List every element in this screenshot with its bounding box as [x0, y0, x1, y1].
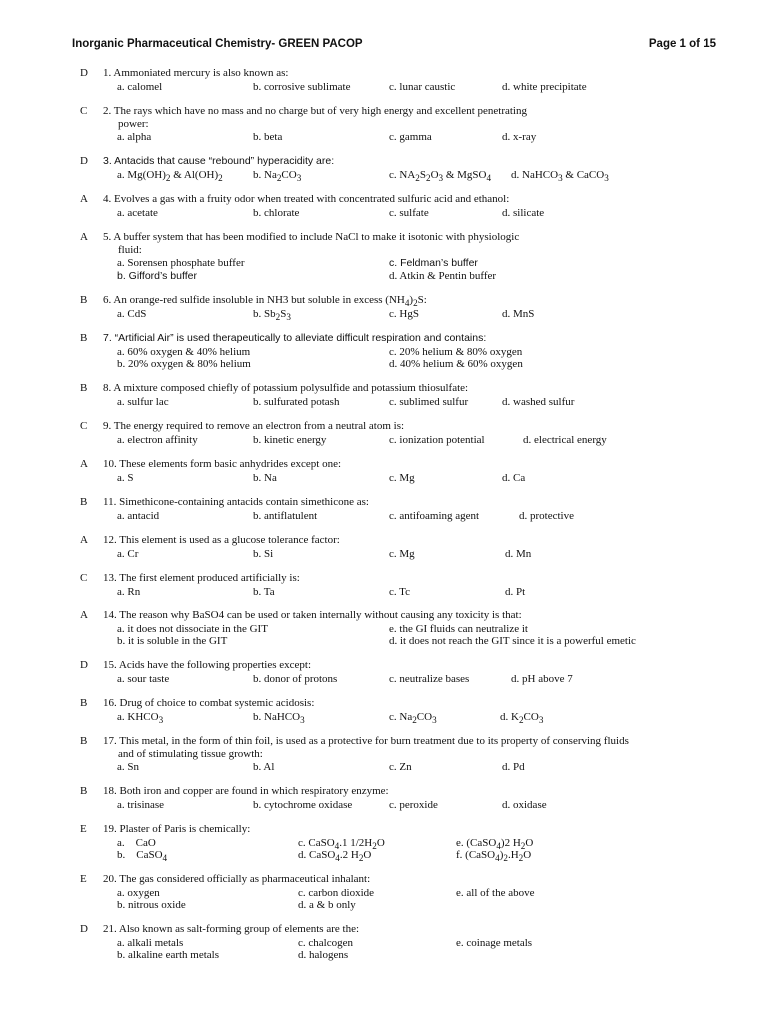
- answer-option: d. electrical energy: [523, 433, 607, 446]
- page-number: Page 1 of 15: [648, 38, 716, 50]
- answer-option: c. carbon dioxide: [298, 886, 375, 899]
- answer-option: b. it is soluble in the GIT: [117, 635, 228, 647]
- answer-option: a. CdS: [117, 307, 147, 320]
- answer-option: b. beta: [253, 131, 283, 143]
- answer-key: B: [80, 294, 88, 306]
- answer-option: b. $Sb_2S_3$: [253, 307, 291, 322]
- question-stem: 10. These elements form basic anhydrides except one:: [103, 458, 342, 470]
- question-stem: 1. Ammoniated mercury is also known as:: [103, 67, 289, 79]
- answer-key: E: [80, 823, 87, 835]
- answer-option: c. Feldman’s buffer: [389, 257, 478, 269]
- question-stem: 21. Also known as salt-forming group of elements are the:: [103, 923, 360, 935]
- answer-option: b. nitrous oxide: [117, 899, 186, 911]
- answer-option: a. alkali metals: [117, 936, 184, 949]
- question-stem: 18. Both iron and copper are found in which respiratory enzyme:: [103, 785, 389, 797]
- answer-option: b. Ta: [253, 585, 275, 598]
- answer-option: d. Ca: [502, 471, 526, 484]
- answer-option: a. electron affinity: [117, 433, 198, 446]
- answer-option: b. kinetic energy: [253, 433, 327, 446]
- question-stem: 6. An orange-red sulfide insoluble in NH3 but soluble in excess $(NH_4)_2S$:: [103, 294, 427, 309]
- answer-option: e. all of the above: [456, 886, 535, 899]
- answer-option: a. 60% oxygen & 40% helium: [117, 345, 251, 358]
- answer-option: c. Tc: [389, 585, 411, 598]
- answer-option: b. sulfurated potash: [253, 395, 340, 408]
- answer-option: a. S: [117, 471, 134, 484]
- answer-key: B: [80, 735, 88, 747]
- question-stem: 5. A buffer system that has been modified to include NaCl to make it isotonic with physiologic fluid:: [103, 231, 520, 256]
- answer-key: A: [80, 231, 88, 243]
- answer-key: B: [80, 332, 88, 344]
- answer-option: e. coinage metals: [456, 936, 533, 949]
- answer-key: D: [80, 67, 88, 79]
- answer-option: b. NaHCO$_3$: [253, 710, 305, 725]
- answer-option: c. sulfate: [389, 206, 429, 219]
- answer-option: a. trisinase: [117, 798, 165, 811]
- answer-option: c. antifoaming agent: [389, 509, 480, 522]
- answer-option: d. protective: [519, 509, 574, 522]
- answer-option: b. Na: [253, 471, 277, 484]
- answer-option: d. Pt: [505, 585, 526, 598]
- question-stem: 12. This element is used as a glucose tolerance factor:: [103, 534, 340, 546]
- answer-option: f. $(CaSO_4)_2.H_2O$: [456, 849, 532, 864]
- answer-option: b. alkaline earth metals: [117, 949, 220, 961]
- question-stem: 13. The first element produced artificially is:: [103, 572, 300, 584]
- answer-option: b. antiflatulent: [253, 509, 318, 522]
- answer-key: E: [80, 873, 87, 885]
- answer-option: c. $Na_2CO_3$: [389, 710, 437, 725]
- question-stem: 17. This metal, in the form of thin foil, is used as a protective for burn treatment due to its property of conserving fluids and of stimulating tissue growth:: [103, 735, 629, 760]
- answer-key: B: [80, 496, 88, 508]
- answer-option: b. Gifford’s buffer: [117, 269, 197, 282]
- answer-option: c. sublimed sulfur: [389, 395, 469, 408]
- question-stem: 15. Acids have the following properties except:: [103, 659, 312, 671]
- answer-option: c. chalcogen: [298, 936, 353, 949]
- question-stem: 20. The gas considered officially as pharmaceutical inhalant:: [103, 873, 371, 885]
- answer-option: d. CaSO$_4$.2 $H_2O$: [298, 849, 372, 864]
- answer-option: c. 20% helium & 80% oxygen: [389, 345, 523, 358]
- answer-option: a. sulfur lac: [117, 395, 169, 408]
- answer-option: b. Si: [253, 547, 274, 560]
- answer-key: A: [80, 534, 88, 546]
- answer-option: a. alpha: [117, 131, 152, 143]
- answer-option: d. $K_2CO_3$: [500, 710, 544, 725]
- answer-option: b. chlorate: [253, 206, 300, 219]
- answer-key: D: [80, 155, 88, 167]
- answer-key: C: [80, 420, 88, 432]
- answer-option: d. NaHCO$_3$ & CaCO$_3$: [511, 168, 609, 183]
- answer-option: c. peroxide: [389, 798, 438, 811]
- answer-option: d. halogens: [298, 949, 349, 961]
- question-stem: 8. A mixture composed chiefly of potassium polysulfide and potassium thiosulfate:: [103, 382, 469, 394]
- answer-key: B: [80, 697, 88, 709]
- question-stem: 11. Simethicone-containing antacids contain simethicone as:: [103, 496, 369, 508]
- answer-option: c. Mg: [389, 471, 415, 484]
- answer-option: c. gamma: [389, 131, 432, 143]
- answer-option: b. Al: [253, 761, 275, 773]
- question-stem: 19. Plaster of Paris is chemically:: [103, 823, 251, 835]
- answer-option: a. Rn: [117, 585, 141, 598]
- answer-key: C: [80, 572, 88, 584]
- question-stem: 7. “Artificial Air” is used therapeutically to alleviate difficult respiration and contains:: [103, 332, 487, 344]
- answer-option: a. $Mg(OH)_2$ & $Al(OH)_2$: [117, 168, 223, 183]
- answer-option: c. ionization potential: [389, 433, 485, 446]
- answer-key: A: [80, 609, 88, 621]
- answer-option: c. Mg: [389, 547, 415, 560]
- answer-option: d. washed sulfur: [502, 395, 575, 408]
- answer-option: b. 20% oxygen & 80% helium: [117, 358, 251, 370]
- answer-option: b. $Na_2CO_3$: [253, 168, 302, 183]
- answer-option: e. the GI fluids can neutralize it: [389, 622, 528, 635]
- answer-option: d. MnS: [502, 307, 535, 320]
- answer-option: a. $KHCO_3$: [117, 710, 164, 725]
- answer-option: a. Cr: [117, 547, 139, 560]
- answer-option: b. corrosive sublimate: [253, 80, 351, 93]
- answer-option: c. $NA_2S_2O_3$ & MgSO$_4$: [389, 168, 492, 183]
- answer-option: d. x-ray: [502, 131, 537, 143]
- answer-option: d. Atkin & Pentin buffer: [389, 269, 497, 282]
- question-stem: 3. Antacids that cause “rebound” hyperacidity are:: [103, 155, 335, 167]
- answer-option: b. donor of protons: [253, 672, 338, 685]
- answer-option: d. Mn: [505, 547, 532, 560]
- answer-key: B: [80, 785, 88, 797]
- answer-option: b. cytochrome oxidase: [253, 798, 353, 811]
- answer-option: d. Pd: [502, 761, 525, 773]
- answer-option: d. 40% helium & 60% oxygen: [389, 358, 523, 370]
- answer-option: a. antacid: [117, 509, 160, 522]
- answer-option: a. oxygen: [117, 886, 160, 899]
- question-stem: 4. Evolves a gas with a fruity odor when treated with concentrated sulfuric acid and ethanol:: [103, 193, 510, 205]
- answer-option: a. sour taste: [117, 672, 170, 685]
- answer-option: d. pH above 7: [511, 672, 573, 685]
- answer-option: d. it does not reach the GIT since it is a powerful emetic: [389, 635, 636, 647]
- answer-option: e. (CaSO$_4$)2 $H_2O$: [456, 836, 534, 851]
- answer-option: d. white precipitate: [502, 80, 587, 93]
- answer-option: c. lunar caustic: [389, 80, 456, 93]
- answer-key: B: [80, 382, 88, 394]
- answer-key: D: [80, 659, 88, 671]
- answer-option: c. HgS: [389, 307, 419, 320]
- question-stem: 9. The energy required to remove an electron from a neutral atom is:: [103, 420, 405, 432]
- answer-option: a. CaO: [117, 836, 156, 849]
- answer-option: d. a & b only: [298, 899, 356, 911]
- answer-key: A: [80, 193, 88, 205]
- answer-option: d. oxidase: [502, 798, 547, 811]
- question-stem: 16. Drug of choice to combat systemic acidosis:: [103, 697, 315, 709]
- answer-option: a. Sorensen phosphate buffer: [117, 257, 245, 269]
- answer-option: c. neutralize bases: [389, 672, 470, 685]
- answer-option: c. Zn: [389, 761, 412, 773]
- question-stem: 14. The reason why BaSO4 can be used or taken internally without causing any toxicity is that:: [103, 609, 522, 621]
- answer-option: a. it does not dissociate in the GIT: [117, 622, 268, 635]
- question-stem: 2. The rays which have no mass and no charge but of very high energy and excellent penetrating power:: [103, 105, 527, 130]
- answer-option: a. Sn: [117, 761, 139, 773]
- answer-option: a. calomel: [117, 80, 163, 93]
- answer-key: C: [80, 105, 88, 117]
- answer-option: a. acetate: [117, 206, 158, 219]
- answer-key: D: [80, 923, 88, 935]
- answer-option: d. silicate: [502, 206, 545, 219]
- answer-option: b. CaSO$_4$: [117, 849, 168, 864]
- answer-key: A: [80, 458, 88, 470]
- document-title: Inorganic Pharmaceutical Chemistry- GREEN PACOP: [72, 38, 363, 50]
- answer-option: c. CaSO$_4$.1 $1/2H_2O$: [298, 836, 385, 851]
- page-header: [72, 38, 716, 54]
